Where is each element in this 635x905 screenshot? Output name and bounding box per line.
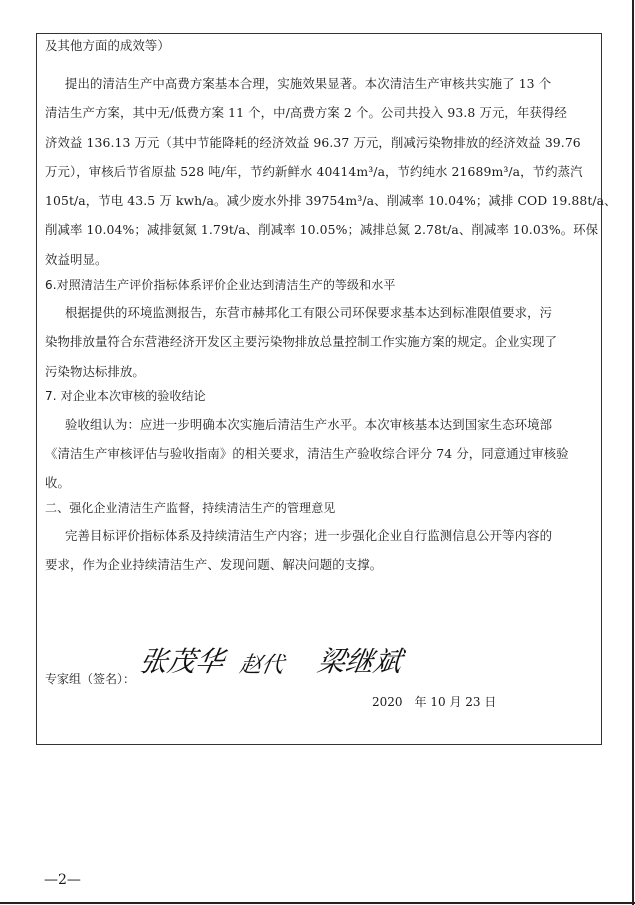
- text-line: 及其他方面的成效等）: [45, 38, 170, 53]
- signature-2: 赵代: [237, 653, 286, 678]
- section-heading-2: 二、强化企业清洁生产监督，持续清洁生产的管理意见: [45, 501, 336, 515]
- text-line: 万元），审核后节省原盐 528 吨/年，节约新鲜水 40414m³/a，节约纯水 21689m³/a，节约蒸汽: [45, 164, 583, 179]
- page-edge-right: [632, 0, 634, 905]
- text-line: 污染物达标排放。: [45, 364, 145, 379]
- page-number: —2—: [44, 872, 81, 888]
- section-heading-6: 6.对照清洁生产评价指标体系评价企业达到清洁生产的等级和水平: [45, 278, 396, 292]
- text-line: 染物排放量符合东营港经济开发区主要污染物排放总量控制工作实施方案的规定。企业实现了: [45, 334, 558, 349]
- text-line: 105t/a，节电 43.5 万 kwh/a。减少废水外排 39754m³/a、削减率 10.04%；减排 COD 19.88t/a、: [45, 193, 617, 208]
- page-edge-bottom: [0, 902, 635, 904]
- signature-1: 张茂华: [136, 645, 227, 678]
- text-line: 削减率 10.04%；减排氨氮 1.79t/a、削减率 10.05%；减排总氮 2.78t/a、削减率 10.03%。环保: [45, 222, 599, 237]
- text-line: 《清洁生产审核评估与验收指南》的相关要求，清洁生产验收综合评分 74 分，同意通过审核验: [45, 446, 569, 461]
- signature-date: 2020 年 10 月 23 日: [372, 695, 497, 709]
- text-line: 收。: [45, 475, 70, 490]
- text-line: 完善目标评价指标体系及持续清洁生产内容；进一步强化企业自行监测信息公开等内容的: [65, 528, 553, 543]
- text-line: 清洁生产方案，其中无/低费方案 11 个，中/高费方案 2 个。公司共投入 93.8 万元，年获得经: [45, 105, 567, 120]
- signature-label: 专家组（签名）：: [45, 672, 136, 686]
- text-line: 效益明显。: [45, 252, 108, 267]
- section-heading-7: 7. 对企业本次审核的验收结论: [45, 389, 206, 403]
- signature-3: 梁继斌: [314, 645, 405, 678]
- text-line: 验收组认为：应进一步明确本次实施后清洁生产水平。本次审核基本达到国家生态环境部: [65, 417, 553, 432]
- text-line: 要求，作为企业持续清洁生产、发现问题、解决问题的支撑。: [45, 557, 383, 572]
- text-line: 济效益 136.13 万元（其中节能降耗的经济效益 96.37 万元，削减污染物排放的经济效益 39.76: [45, 135, 581, 150]
- text-line: 提出的清洁生产中高费方案基本合理，实施效果显著。本次清洁生产审核共实施了 13 个: [65, 76, 552, 91]
- text-line: 根据提供的环境监测报告，东营市赫邦化工有限公司环保要求基本达到标准限值要求，污: [65, 305, 553, 320]
